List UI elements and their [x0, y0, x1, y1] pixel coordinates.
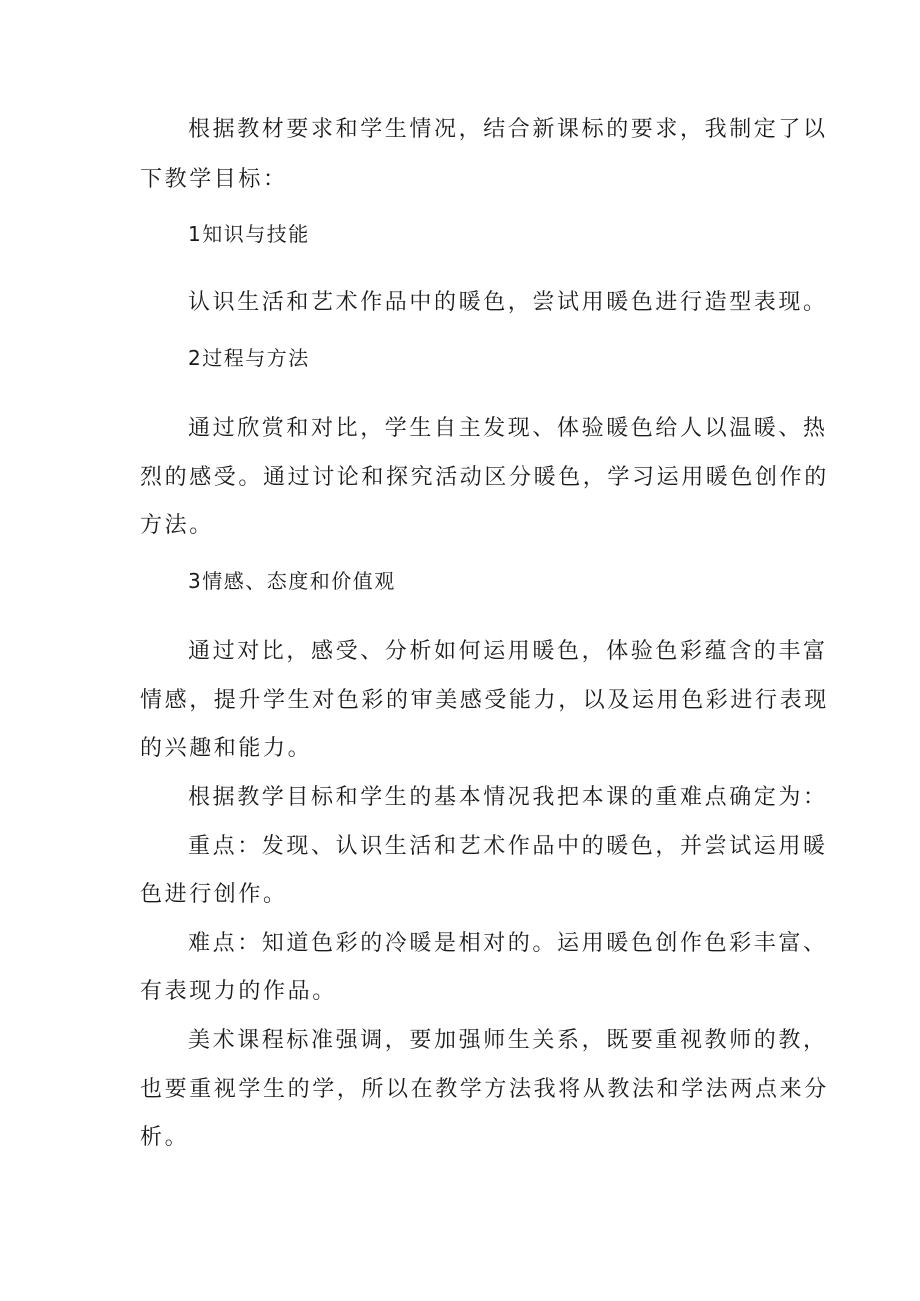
section-heading-emotion-attitude-values: 3情感、态度和价值观: [188, 569, 396, 593]
paragraph-key-points-intro: 根据教学目标和学生的基本情况我把本课的重难点确定为：: [188, 785, 828, 810]
paragraph-knowledge-skills: 认识生活和艺术作品中的暖色，尝试用暖色进行造型表现。: [188, 290, 828, 315]
section-heading-process-method: 2过程与方法: [188, 346, 310, 370]
paragraph-emotion-line-1: 通过对比，感受、分析如何运用暖色，体验色彩蕴含的丰富: [188, 639, 828, 664]
paragraph-difficult-point-line-2: 有表现力的作品。: [140, 979, 337, 1004]
paragraph-key-point-line-1: 重点：发现、认识生活和艺术作品中的暖色，并尝试运用暖: [188, 834, 828, 859]
paragraph-emotion-line-2: 情感，提升学生对色彩的审美感受能力，以及运用色彩进行表现: [140, 688, 829, 713]
paragraph-emotion-line-3: 的兴趣和能力。: [140, 736, 313, 761]
paragraph-intro-line-2: 下教学目标：: [140, 167, 288, 192]
paragraph-process-method-line-3: 方法。: [140, 513, 214, 538]
section-heading-knowledge-skills: 1知识与技能: [188, 222, 310, 246]
paragraph-process-method-line-1: 通过欣赏和对比，学生自主发现、体验暖色给人以温暖、热: [188, 416, 828, 441]
paragraph-curriculum-line-1: 美术课程标准强调，要加强师生关系，既要重视教师的教，: [188, 1028, 828, 1053]
paragraph-curriculum-line-3: 析。: [140, 1125, 190, 1150]
paragraph-intro-line-1: 根据教材要求和学生情况，结合新课标的要求，我制定了以: [188, 117, 828, 142]
paragraph-difficult-point-line-1: 难点：知道色彩的冷暖是相对的。运用暖色创作色彩丰富、: [188, 931, 828, 956]
paragraph-process-method-line-2: 烈的感受。通过讨论和探究活动区分暖色，学习运用暖色创作的: [140, 465, 829, 490]
paragraph-curriculum-line-2: 也要重视学生的学，所以在教学方法我将从教法和学法两点来分: [140, 1077, 829, 1102]
paragraph-key-point-line-2: 色进行创作。: [140, 882, 288, 907]
